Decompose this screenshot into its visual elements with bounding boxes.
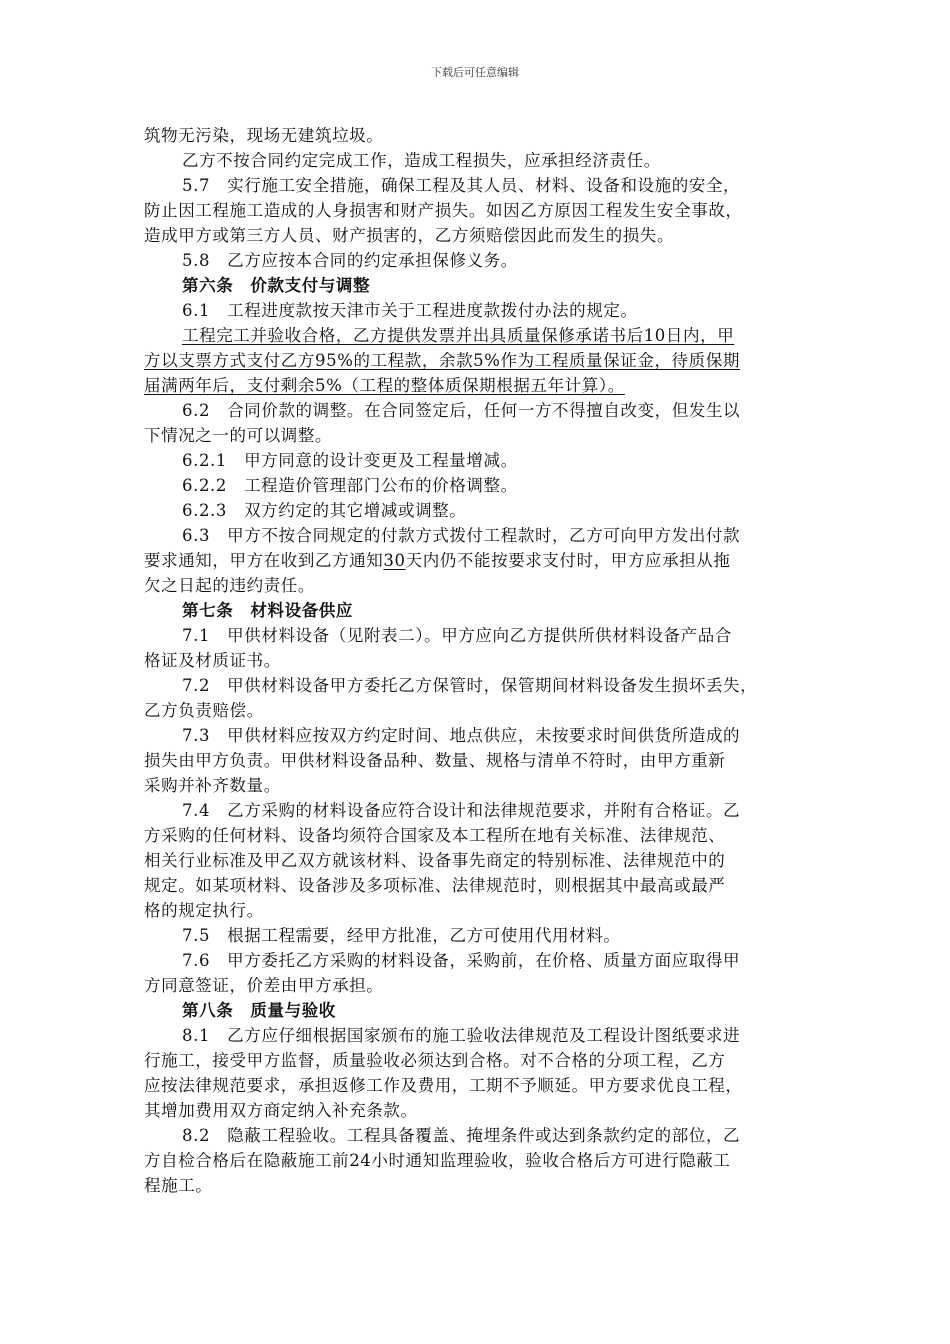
body-line: 5.7 实行施工安全措施，确保工程及其人员、材料、设备和设施的安全， <box>182 176 741 195</box>
body-line: 损失由甲方负责。甲供材料设备品种、数量、规格与清单不符时，由甲方重新 <box>144 751 726 770</box>
body-line: 行施工，接受甲方监督，质量验收必须达到合格。对不合格的分项工程，乙方 <box>144 1051 726 1070</box>
body-line: 6.2.2 工程造价管理部门公布的价格调整。 <box>182 476 518 495</box>
body-line: 7.4 乙方采购的材料设备应符合设计和法律规范要求，并附有合格证。乙 <box>182 801 741 820</box>
body-line: 5.8 乙方应按本合同的约定承担保修义务。 <box>182 251 518 270</box>
body-line: 造成甲方或第三方人员、财产损害的，乙方须赔偿因此而发生的损失。 <box>144 226 675 245</box>
body-line: 要求通知，甲方在收到乙方通知30天内仍不能按要求支付时，甲方应承担从拖 <box>144 551 731 570</box>
body-line: 届满两年后，支付剩余5%（工程的整体质保期根据五年计算）。 <box>144 376 625 395</box>
body-line: 方以支票方式支付乙方95%的工程款，余款5%作为工程质量保证金，待质保期 <box>144 351 740 370</box>
body-line: 方自检合格后在隐蔽施工前24小时通知监理验收，验收合格后方可进行隐蔽工 <box>144 1151 731 1170</box>
body-line: 7.5 根据工程需要，经甲方批准，乙方可使用代用材料。 <box>182 926 621 945</box>
body-line: 方采购的任何材料、设备均须符合国家及本工程所在地有关标准、法律规范、 <box>144 826 726 845</box>
body-line: 6.2.1 甲方同意的设计变更及工程量增减。 <box>182 451 518 470</box>
body-line: 8.1 乙方应仔细根据国家颁布的施工验收法律规范及工程设计图纸要求进 <box>182 1026 741 1045</box>
body-line: 6.2 合同价款的调整。在合同签定后，任何一方不得擅自改变，但发生以 <box>182 401 741 420</box>
body-line: 7.1 甲供材料设备（见附表二）。甲方应向乙方提供所供材料设备产品合 <box>182 626 732 645</box>
section-heading: 第七条 材料设备供应 <box>182 601 353 620</box>
body-line: 乙方不按合同约定完成工作，造成工程损失，应承担经济责任。 <box>182 151 661 170</box>
body-line: 6.2.3 双方约定的其它增减或调整。 <box>182 501 467 520</box>
section-heading: 第八条 质量与验收 <box>182 1001 336 1020</box>
body-line: 防止因工程施工造成的人身损害和财产损失。如因乙方原因工程发生安全事故， <box>144 201 743 220</box>
body-line: 6.1 工程进度款按天津市关于工程进度款拨付办法的规定。 <box>182 301 638 320</box>
body-line: 相关行业标准及甲乙双方就该材料、设备事先商定的特别标准、法律规范中的 <box>144 851 726 870</box>
body-line: 采购并补齐数量。 <box>144 776 281 795</box>
body-line: 7.6 甲方委托乙方采购的材料设备，采购前，在价格、质量方面应取得甲 <box>182 951 741 970</box>
body-line: 应按法律规范要求，承担返修工作及费用，工期不予顺延。甲方要求优良工程， <box>144 1076 743 1095</box>
body-line: 方同意签证，价差由甲方承担。 <box>144 976 384 995</box>
body-line: 格证及材质证书。 <box>144 651 281 670</box>
section-heading: 第六条 价款支付与调整 <box>182 276 371 295</box>
body-line: 下情况之一的可以调整。 <box>144 426 333 445</box>
body-line: 其增加费用双方商定纳入补充条款。 <box>144 1101 418 1120</box>
page-header: 下载后可任意编辑 <box>431 66 519 79</box>
body-line: 筑物无污染，现场无建筑垃圾。 <box>144 126 384 145</box>
body-line: 程施工。 <box>144 1176 213 1195</box>
body-line: 7.3 甲供材料应按双方约定时间、地点供应，未按要求时间供货所造成的 <box>182 726 741 745</box>
body-line: 工程完工并验收合格，乙方提供发票并出具质量保修承诺书后10日内，甲 <box>182 326 735 345</box>
body-line: 8.2 隐蔽工程验收。工程具备覆盖、掩埋条件或达到条款约定的部位，乙 <box>182 1126 741 1145</box>
body-line: 格的规定执行。 <box>144 901 264 920</box>
body-line: 6.3 甲方不按合同规定的付款方式拨付工程款时，乙方可向甲方发出付款 <box>182 526 741 545</box>
body-line: 7.2 甲供材料设备甲方委托乙方保管时，保管期间材料设备发生损坏丢失， <box>182 676 758 695</box>
document-body <box>144 123 810 1198</box>
body-line: 规定。如某项材料、设备涉及多项标准、法律规范时，则根据其中最高或最严 <box>144 876 726 895</box>
body-line: 欠之日起的违约责任。 <box>144 576 315 595</box>
body-line: 乙方负责赔偿。 <box>144 701 264 720</box>
